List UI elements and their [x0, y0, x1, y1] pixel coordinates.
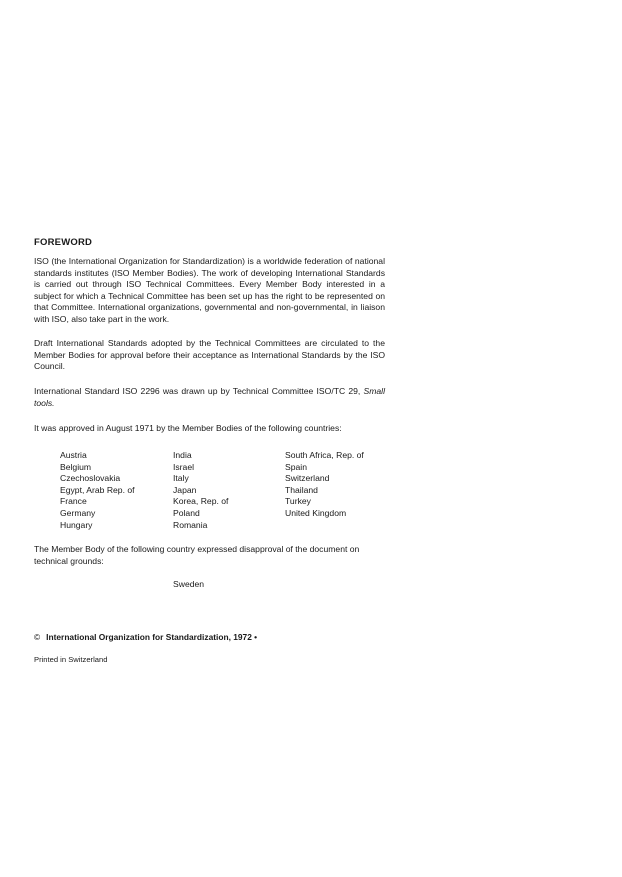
country-item: South Africa, Rep. of — [285, 450, 364, 460]
copyright-text: International Organization for Standardization, 1972 • — [46, 632, 258, 642]
country-item: Japan — [173, 484, 197, 495]
country-item: Romania — [173, 519, 208, 530]
country-item: France — [60, 496, 87, 507]
country-item: India — [173, 450, 192, 460]
committee-name: Small tools. — [34, 386, 386, 408]
paragraph-draft-standards: Draft International Standards adopted by the Technical Committees are circulated to the Member Bodies for approval before their acceptance as International Standards by the ISO Council. — [34, 338, 385, 372]
country-item: Switzerland — [285, 473, 330, 484]
country-item: Czechoslovakia — [60, 473, 121, 484]
countries-column-2 — [173, 450, 228, 531]
disapproving-country: Sweden — [173, 579, 205, 589]
printed-location: Printed in Switzerland — [34, 655, 108, 664]
page-title: FOREWORD — [34, 237, 93, 248]
country-item: Belgium — [60, 461, 92, 472]
country-item: Austria — [60, 450, 87, 460]
country-item: Germany — [60, 507, 96, 518]
copyright-line — [34, 632, 257, 642]
country-item: Italy — [173, 473, 189, 484]
country-item: Thailand — [285, 484, 318, 495]
country-item: Korea, Rep. of — [173, 496, 229, 507]
standard-origin-text: International Standard ISO 2296 was drawn up by Technical Committee ISO/TC 29, — [34, 386, 361, 396]
country-item: Poland — [173, 507, 200, 518]
country-item: United Kingdom — [285, 507, 347, 518]
countries-column-1 — [60, 450, 135, 531]
paragraph-iso-intro: ISO (the International Organization for Standardization) is a worldwide federation of national standards institutes (ISO Member Bodies). The work of developing International Standards is carried out through ISO Technical Committees. Every Member Body interested in a subject for which a Technical Committee has been set up has the right to be represented on that Committee. International organizations, governmental and non-governmental, in liaison with ISO, also take part in the work. — [34, 256, 385, 324]
paragraph-approval: It was approved in August 1971 by the Member Bodies of the following countries: — [34, 423, 342, 433]
country-item: Egypt, Arab Rep. of — [60, 484, 135, 495]
paragraph-standard-origin — [34, 386, 385, 409]
country-item: Spain — [285, 461, 307, 472]
countries-column-3 — [285, 450, 364, 520]
country-item: Israel — [173, 461, 195, 472]
country-item: Hungary — [60, 519, 93, 530]
copyright-icon: © — [34, 632, 41, 642]
country-item: Turkey — [285, 496, 311, 507]
paragraph-disapproval: The Member Body of the following country expressed disapproval of the document on technical grounds: — [34, 544, 360, 566]
